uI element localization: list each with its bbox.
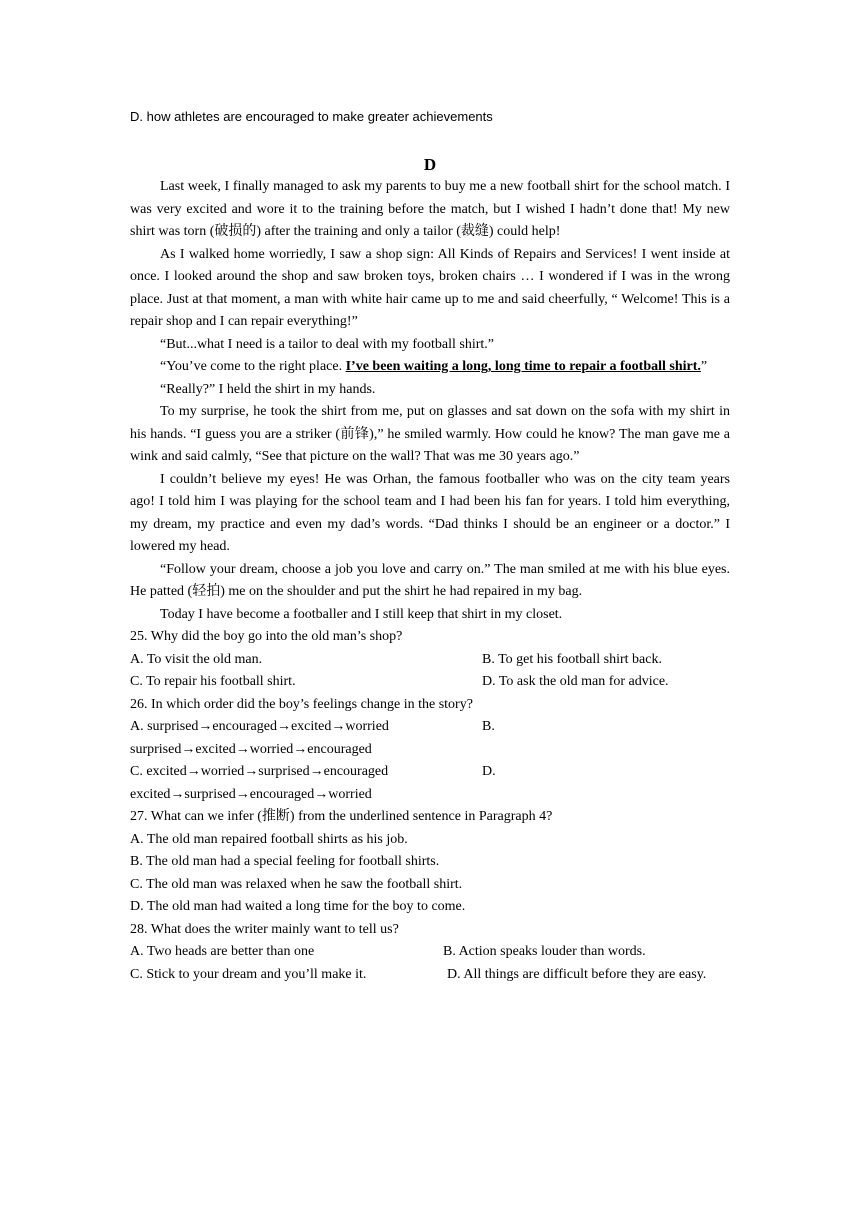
question-27-stem: 27. What can we infer (推断) from the underlined sentence in Paragraph 4? bbox=[130, 809, 553, 824]
passage-paragraph-6: To my surprise, he took the shirt from me, put on glasses and sat down on the sofa with my shirt in his hands. “I guess you are a striker (前锋),” he smiled warmly. How could he know? The man gave me a wink and said calmly, “See that picture on the wall? That was me 30 years ago.” bbox=[130, 404, 730, 464]
question-26-option-b-letter: B. bbox=[482, 719, 495, 734]
question-28-option-d: D. All things are difficult before they are easy. bbox=[447, 966, 707, 982]
underlined-sentence: I’ve been waiting a long, long time to repair a football shirt. bbox=[345, 359, 701, 374]
question-25-stem: 25. Why did the boy go into the old man’s shop? bbox=[130, 629, 403, 644]
passage-paragraph-9: Today I have become a footballer and I still keep that shirt in my closet. bbox=[160, 606, 563, 622]
question-27-option-a: A. The old man repaired football shirts as his job. bbox=[130, 831, 408, 847]
passage-paragraph-8: “Follow your dream, choose a job you love and carry on.” The man smiled at me with his blue eyes. He patted (轻拍) me on the shoulder and put the shirt he had repaired in my bag. bbox=[130, 561, 730, 599]
passage-paragraph-2: As I walked home worriedly, I saw a shop sign: All Kinds of Repairs and Services! I went inside at once. I looked around the shop and saw broken toys, broken chairs … I wondered if I was in the wrong place. Just at that moment, a man with white hair came up to me and said cheerfully, “ Welcome! This is a repair shop and I can repair everything!” bbox=[130, 246, 730, 329]
question-26-option-d-text: excited→surprised→encouraged→worried bbox=[130, 786, 372, 802]
question-28-option-a: A. Two heads are better than one bbox=[130, 944, 315, 959]
question-25-option-a: A. To visit the old man. bbox=[130, 651, 263, 667]
passage-paragraph-7: I couldn’t believe my eyes! He was Orhan, the famous footballer who was on the city team years ago! I told him I was playing for the school team and I had been his fan for years. I told him everything, my dream, my practice and even my dad’s words. “Dad thinks I should be an engineer or a doctor.” I lowered my head. bbox=[130, 471, 730, 554]
question-28-options-row-2 bbox=[130, 964, 730, 987]
question-25-options-row-2 bbox=[130, 671, 730, 694]
question-28-option-b: B. Action speaks louder than words. bbox=[443, 944, 646, 959]
question-27-option-d: D. The old man had waited a long time for the boy to come. bbox=[130, 899, 466, 914]
question-26-option-c: C. excited→worried→surprised→encouraged bbox=[130, 764, 389, 779]
question-26-options-row-1 bbox=[130, 716, 730, 739]
passage-paragraph-1: Last week, I finally managed to ask my parents to buy me a new football shirt for the school match. I was very excited and wore it to the training before the match, but I wished I hadn’t done that! My new shirt was torn (破损的) after the training and only a tailor (裁缝) could help! bbox=[130, 179, 730, 239]
previous-question-option-d: D. how athletes are encouraged to make greater achievements bbox=[130, 109, 493, 124]
question-25-option-c: C. To repair his football shirt. bbox=[130, 674, 296, 689]
question-28-options-row-1 bbox=[130, 941, 730, 964]
question-25-option-b: B. To get his football shirt back. bbox=[482, 651, 662, 667]
question-25-options-row-1 bbox=[130, 649, 730, 672]
question-26-option-b-text: surprised→excited→worried→encouraged bbox=[130, 741, 372, 757]
question-28-option-c: C. Stick to your dream and you’ll make it. bbox=[130, 966, 367, 982]
section-title: D bbox=[423, 155, 437, 174]
paragraph-4-end: ” bbox=[700, 359, 708, 374]
question-26-option-d-letter: D. bbox=[482, 764, 496, 779]
question-25-option-d: D. To ask the old man for advice. bbox=[482, 674, 669, 689]
passage-paragraph-4 bbox=[130, 356, 730, 379]
question-28-stem: 28. What does the writer mainly want to tell us? bbox=[130, 921, 399, 937]
question-27-option-b: B. The old man had a special feeling for football shirts. bbox=[130, 854, 440, 869]
paragraph-4-start: “You’ve come to the right place. bbox=[160, 359, 346, 374]
passage-paragraph-5: “Really?” I held the shirt in my hands. bbox=[160, 381, 376, 397]
question-27-option-c: C. The old man was relaxed when he saw the football shirt. bbox=[130, 876, 463, 892]
passage-and-questions bbox=[130, 176, 730, 986]
question-26-options-row-2 bbox=[130, 761, 730, 784]
passage-paragraph-3: “But...what I need is a tailor to deal with my football shirt.” bbox=[160, 336, 494, 352]
question-26-option-a: A. surprised→encouraged→excited→worried bbox=[130, 719, 389, 734]
question-26-stem: 26. In which order did the boy’s feelings change in the story? bbox=[130, 696, 473, 712]
